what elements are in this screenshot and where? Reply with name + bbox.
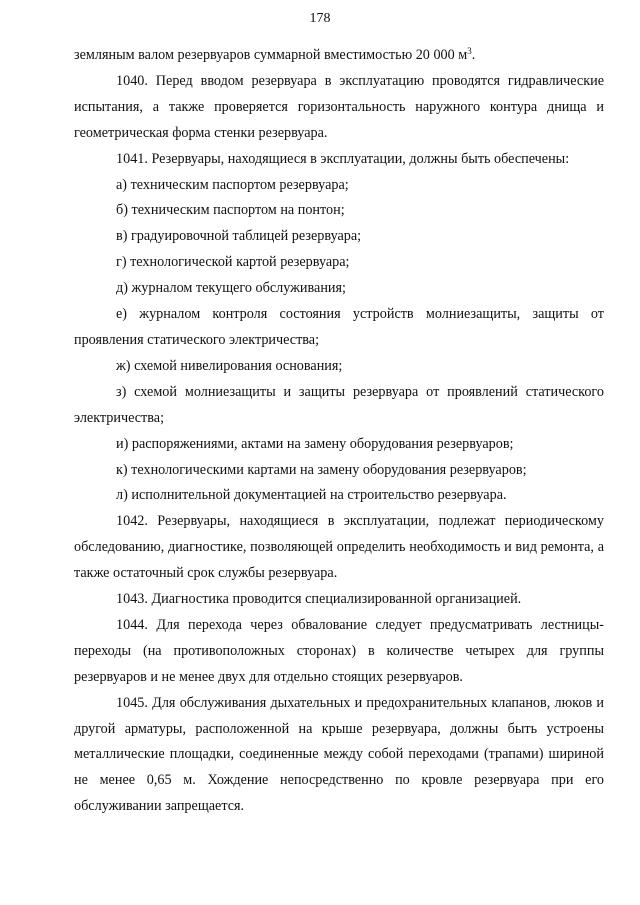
- superscript: 3: [467, 46, 472, 56]
- list-item-d: д) журналом текущего обслуживания;: [116, 280, 346, 297]
- paragraph-1042: 1042. Резервуары, находящиеся в эксплуатации, подлежат периодическому обследованию, диагностике, позволяющей определить необходимость и вид ремонта, а также остаточный срок службы резервуара.: [74, 513, 604, 582]
- paragraph-1045: 1045. Для обслуживания дыхательных и предохранительных клапанов, люков и другой арматуры, расположенной на крыше резервуара, должны быть устроены металлические площадки, соединенные между собой переходами (трапами) шириной не менее 0,65 м. Хождение непосредственно по кровле резервуара при его обслуживании запрещается.: [74, 694, 604, 815]
- paragraph-1040: 1040. Перед вводом резервуара в эксплуатацию проводятся гидравлические испытания, а также проверяется горизонтальность наружного контура днища и геометрическая форма стенки резервуара.: [74, 72, 604, 141]
- paragraph-tail: .: [471, 47, 476, 63]
- list-item-a: а) техническим паспортом резервуара;: [116, 176, 349, 193]
- list-item-i: и) распоряжениями, актами на замену оборудования резервуаров;: [116, 435, 514, 452]
- list-item-k: к) технологическими картами на замену оборудования резервуаров;: [116, 461, 527, 478]
- list-item-z: з) схемой молниезащиты и защиты резервуара от проявлений статического электричества;: [74, 383, 604, 426]
- list-item-l: л) исполнительной документацией на строительство резервуара.: [116, 487, 507, 504]
- list-item-e: е) журналом контроля состояния устройств молниезащиты, защиты от проявления статического электричества;: [74, 306, 604, 348]
- paragraph-1044: 1044. Для перехода через обвалование следует предусматривать лестницы-переходы (на противоположных сторонах) в количестве четырех для группы резервуаров и не менее двух для отдельно стоящих резервуаров.: [74, 616, 604, 685]
- paragraph-1041: 1041. Резервуары, находящиеся в эксплуатации, должны быть обеспечены:: [116, 150, 570, 167]
- list-item-g: г) технологической картой резервуара;: [116, 254, 350, 271]
- list-item-zh: ж) схемой нивелирования основания;: [116, 357, 343, 374]
- document-body: [74, 43, 604, 820]
- paragraph-1043: 1043. Диагностика проводится специализированной организацией.: [116, 591, 522, 608]
- list-item-b: б) техническим паспортом на понтон;: [116, 202, 345, 219]
- page-number: 178: [309, 11, 331, 26]
- paragraph-text: земляным валом резервуаров суммарной вместимостью 20 000 м: [74, 47, 468, 63]
- list-item-v: в) градуировочной таблицей резервуара;: [116, 228, 362, 245]
- paragraph-continuation: [74, 43, 604, 69]
